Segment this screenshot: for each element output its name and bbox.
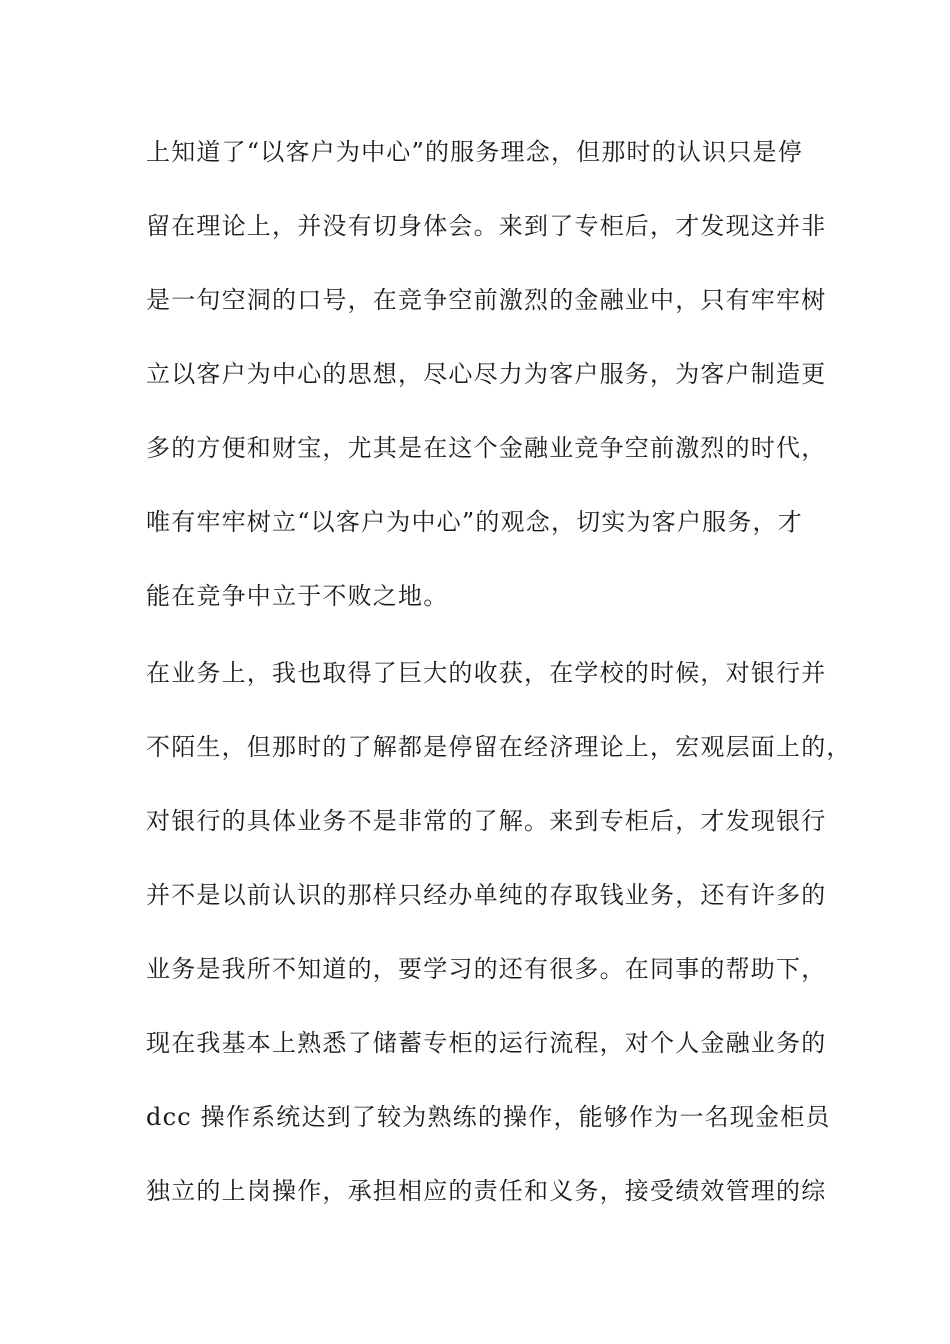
text-line: 业务是我所不知道的，要学习的还有很多。在同事的帮助下， xyxy=(146,955,827,983)
text-line: 多的方便和财宝，尤其是在这个金融业竞争空前激烈的时代， xyxy=(146,434,827,462)
text-line: 能在竞争中立于不败之地。 xyxy=(146,582,449,610)
text-line: 不陌生，但那时的了解都是停留在经济理论上，宏观层面上的， xyxy=(146,733,852,761)
text-line: 独立的上岗操作，承担相应的责任和义务，接受绩效管理的综 xyxy=(146,1177,827,1205)
text-line: 现在我基本上熟悉了储蓄专柜的运行流程，对个人金融业务的 xyxy=(146,1029,827,1057)
text-line: 留在理论上，并没有切身体会。来到了专柜后，才发现这并非 xyxy=(146,212,827,240)
text-line: 上知道了“以客户为中心”的服务理念，但那时的认识只是停 xyxy=(146,138,803,166)
text-line: 对银行的具体业务不是非常的了解。来到专柜后，才发现银行 xyxy=(146,807,827,835)
text-line: 是一句空洞的口号，在竞争空前激烈的金融业中，只有牢牢树 xyxy=(146,286,827,314)
text-line: 并不是以前认识的那样只经办单纯的存取钱业务，还有许多的 xyxy=(146,881,827,909)
text-line: 在业务上，我也取得了巨大的收获，在学校的时候，对银行并 xyxy=(146,659,827,687)
text-line: 唯有牢牢树立“以客户为中心”的观念，切实为客户服务，才 xyxy=(146,508,803,536)
text-line: 立以客户为中心的思想，尽心尽力为客户服务，为客户制造更 xyxy=(146,360,827,388)
text-line: dcc 操作系统达到了较为熟练的操作，能够作为一名现金柜员 xyxy=(146,1103,831,1131)
